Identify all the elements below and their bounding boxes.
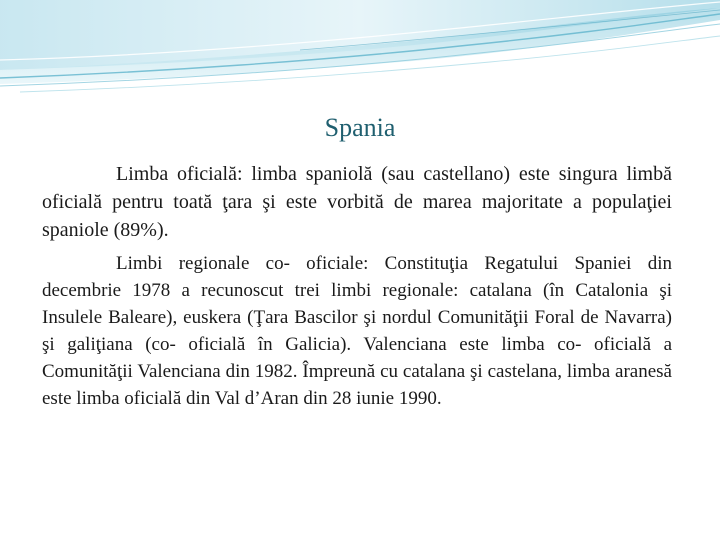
header-wave-decoration — [0, 0, 720, 110]
slide-title — [0, 110, 720, 146]
slide-title-text: Spania — [324, 113, 396, 142]
paragraph-official-language: Limba oficială: limba spaniolă (sau castellano) este singura limbă oficială pentru toată ţara şi este vorbită de marea majoritate a populaţiei spaniole (89%). — [42, 163, 672, 241]
paragraph-regional-languages: Limbi regionale co- oficiale: Constituţia Regatului Spaniei din decembrie 1978 a recunoscut trei limbi regionale: catalana (în Catalonia şi Insulele Baleare), euskera (Ţara Bascilor şi nordul Comunităţii Foral de Navarra) şi galiţiana (co- oficială în Galicia). Valenciana este limba co- oficială a Comunităţii Valenciana din 1982. Împreună cu catalana şi castelana, limba aranesă este limba oficială din Val d’Aran din 28 iunie 1990. — [42, 253, 672, 409]
slide-body — [42, 160, 672, 412]
